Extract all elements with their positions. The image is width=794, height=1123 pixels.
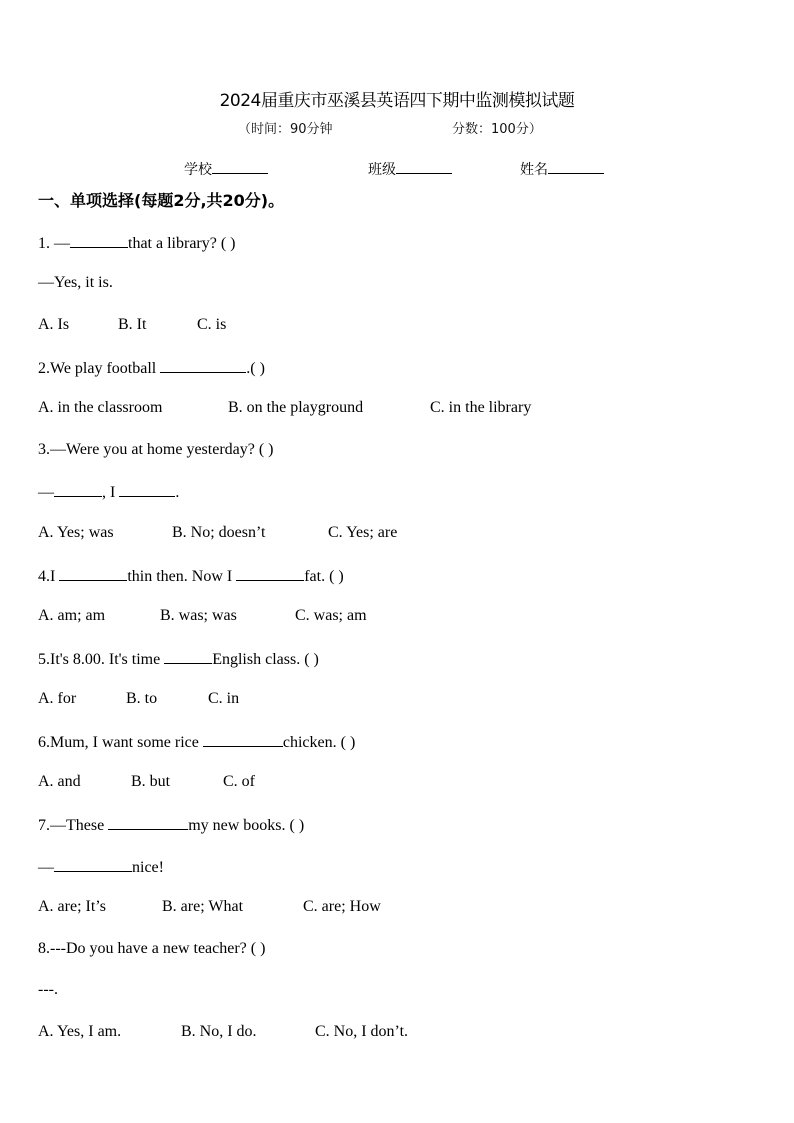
reply-text: , I bbox=[102, 484, 120, 501]
question-text: English class. ( ) bbox=[212, 651, 319, 668]
option-b[interactable]: B. was; was bbox=[160, 607, 237, 624]
exam-time: （时间：90分钟 bbox=[238, 122, 333, 137]
answer-blank[interactable] bbox=[54, 857, 132, 872]
reply-text: . bbox=[175, 484, 180, 501]
option-b[interactable]: B. No; doesn’t bbox=[172, 524, 266, 541]
answer-blank[interactable] bbox=[70, 233, 128, 248]
option-a[interactable]: A. Yes; was bbox=[38, 524, 114, 541]
option-c[interactable]: C. in the library bbox=[430, 399, 532, 416]
question-text: .( ) bbox=[246, 360, 265, 377]
question-8: 8.---Do you have a new teacher? ( ) bbox=[38, 940, 266, 957]
option-c[interactable]: C. Yes; are bbox=[328, 524, 398, 541]
option-a[interactable]: A. am; am bbox=[38, 607, 106, 624]
option-a[interactable]: A. Is bbox=[38, 316, 70, 333]
class-label: 班级 bbox=[368, 162, 396, 178]
name-label: 姓名 bbox=[520, 162, 548, 178]
question-5 bbox=[38, 649, 319, 669]
option-c[interactable]: C. in bbox=[208, 690, 240, 707]
reply-text: nice! bbox=[132, 859, 164, 876]
class-blank[interactable] bbox=[396, 159, 452, 174]
question-1-reply: —Yes, it is. bbox=[38, 274, 113, 291]
answer-blank[interactable] bbox=[119, 482, 175, 497]
question-4 bbox=[38, 566, 344, 586]
name-blank[interactable] bbox=[548, 159, 604, 174]
option-b[interactable]: B. No, I do. bbox=[181, 1023, 257, 1040]
answer-blank[interactable] bbox=[236, 566, 304, 581]
option-a[interactable]: A. for bbox=[38, 690, 77, 707]
answer-blank[interactable] bbox=[108, 815, 188, 830]
option-b[interactable]: B. It bbox=[118, 316, 147, 333]
question-text: chicken. ( ) bbox=[282, 734, 356, 751]
question-text: thin then. Now I bbox=[127, 568, 237, 585]
question-text: fat. ( ) bbox=[304, 568, 344, 585]
school-blank[interactable] bbox=[212, 159, 268, 174]
option-a[interactable]: A. in the classroom bbox=[38, 399, 163, 416]
option-c[interactable]: C. No, I don’t. bbox=[315, 1023, 409, 1040]
question-7 bbox=[38, 815, 304, 835]
answer-blank[interactable] bbox=[203, 732, 283, 747]
section-heading: 一、单项选择(每题2分,共20分)。 bbox=[38, 191, 285, 210]
option-a[interactable]: A. are; It’s bbox=[38, 898, 106, 915]
question-8-reply: ---. bbox=[38, 981, 58, 998]
school-field bbox=[184, 159, 268, 179]
question-text: 1. — bbox=[38, 235, 70, 252]
question-text: 4.I bbox=[38, 568, 60, 585]
option-c[interactable]: C. of bbox=[223, 773, 255, 790]
reply-text: — bbox=[38, 484, 54, 501]
answer-blank[interactable] bbox=[164, 649, 212, 664]
option-b[interactable]: B. are; What bbox=[162, 898, 244, 915]
question-3-reply bbox=[38, 482, 179, 502]
question-text: 6.Mum, I want some rice bbox=[38, 734, 203, 751]
question-3: 3.—Were you at home yesterday? ( ) bbox=[38, 441, 274, 458]
question-text: that a library? ( ) bbox=[128, 235, 236, 252]
answer-blank[interactable] bbox=[59, 566, 127, 581]
option-b[interactable]: B. on the playground bbox=[228, 399, 364, 416]
question-6 bbox=[38, 732, 355, 752]
class-field bbox=[368, 159, 452, 179]
page-title: 2024届重庆市巫溪县英语四下期中监测模拟试题 bbox=[219, 91, 575, 111]
school-label: 学校 bbox=[184, 162, 212, 178]
question-text: 7.—These bbox=[38, 817, 109, 834]
option-c[interactable]: C. is bbox=[197, 316, 227, 333]
question-text: my new books. ( ) bbox=[188, 817, 305, 834]
question-1 bbox=[38, 233, 236, 253]
reply-text: — bbox=[38, 859, 54, 876]
option-a[interactable]: A. Yes, I am. bbox=[38, 1023, 122, 1040]
answer-blank[interactable] bbox=[54, 482, 102, 497]
question-text: 5.It's 8.00. It's time bbox=[38, 651, 165, 668]
answer-blank[interactable] bbox=[160, 358, 246, 373]
option-c[interactable]: C. was; am bbox=[295, 607, 367, 624]
exam-score: 分数：100分） bbox=[452, 122, 542, 137]
question-text: 2.We play football bbox=[38, 360, 161, 377]
option-b[interactable]: B. to bbox=[126, 690, 158, 707]
question-7-reply bbox=[38, 857, 164, 877]
option-a[interactable]: A. and bbox=[38, 773, 81, 790]
option-c[interactable]: C. are; How bbox=[303, 898, 381, 915]
option-b[interactable]: B. but bbox=[131, 773, 171, 790]
name-field bbox=[520, 159, 604, 179]
question-2 bbox=[38, 358, 265, 378]
